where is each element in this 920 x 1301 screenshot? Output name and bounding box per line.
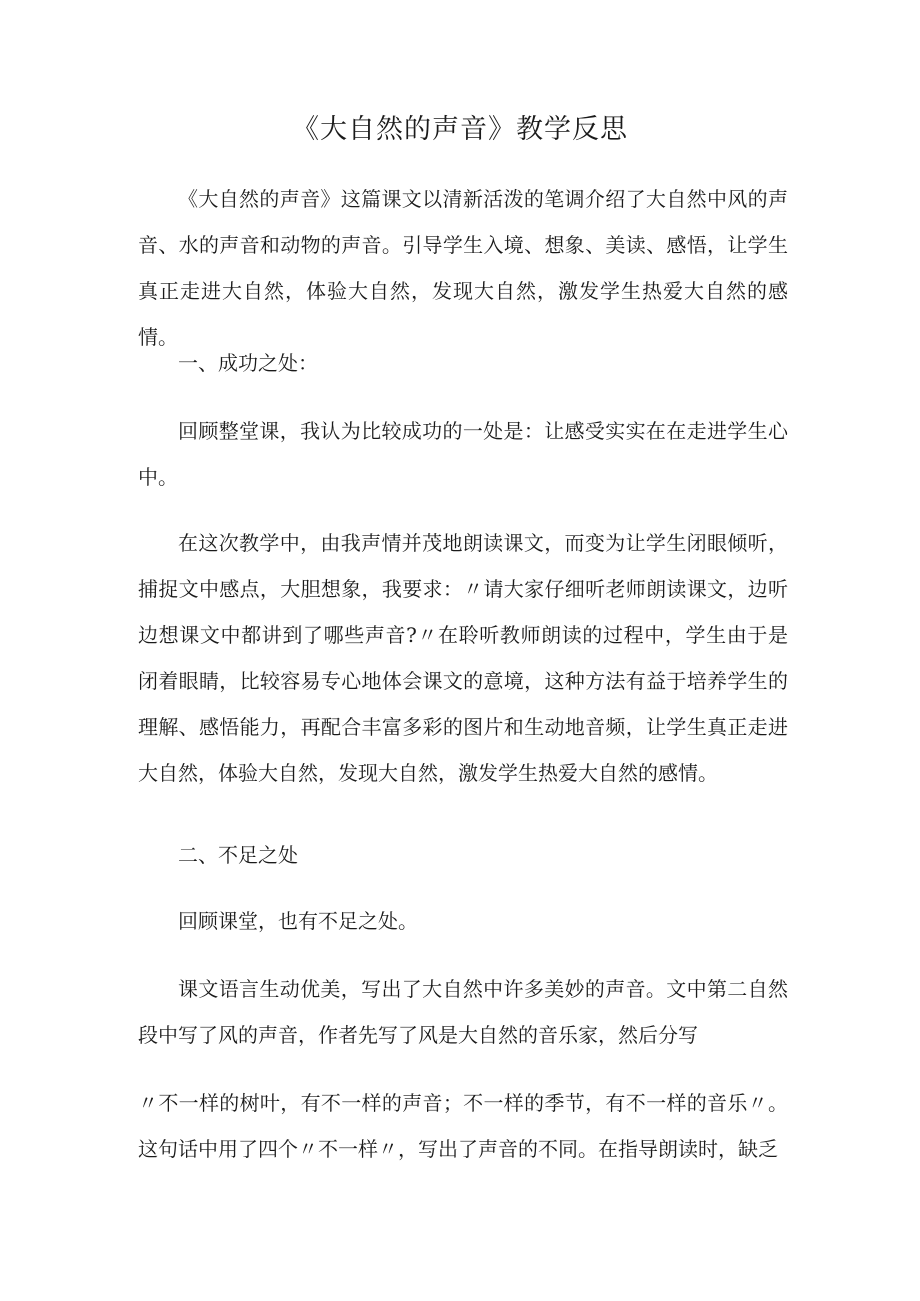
document-title: 《大自然的声音》教学反思 (292, 114, 628, 145)
shortcomings-paragraph-1: 回顾课堂，也有不足之处。 (178, 909, 418, 933)
intro-paragraph: 《大自然的声音》这篇课文以清新活泼的笔调介绍了大自然中风的声音、水的声音和动物的声音。引导学生入境、想象、美读、感悟，让学生真正走进大自然，体验大自然，发现大自然，激发学生热爱大自然的感情。 (138, 187, 788, 349)
shortcomings-paragraph-3: 〃不一样的树叶，有不一样的声音；不一样的季节，有不一样的音乐〃。这句话中用了四个〃不一样〃，写出了声音的不同。在指导朗读时，缺乏 (138, 1091, 788, 1161)
section-heading-success: 一、成功之处： (178, 351, 318, 375)
section-heading-shortcomings: 二、不足之处 (178, 843, 298, 867)
success-paragraph-2: 在这次教学中，由我声情并茂地朗读课文，而变为让学生闭眼倾听，捕捉文中感点，大胆想象，我要求：〃请大家仔细听老师朗读课文，边听边想课文中都讲到了哪些声音?〃在聆听教师朗读的过程中，学生由于是闭着眼睛，比较容易专心地体会课文的意境，这种方法有益于培养学生的理解、感悟能力，再配合丰富多彩的图片和生动地音频，让学生真正走进大自然，体验大自然，发现大自然，激发学生热爱大自然的感情。 (138, 531, 788, 785)
success-paragraph-1: 回顾整堂课，我认为比较成功的一处是：让感受实实在在走进学生心中。 (138, 419, 788, 489)
shortcomings-paragraph-2: 课文语言生动优美，写出了大自然中许多美妙的声音。文中第二自然段中写了风的声音，作者先写了风是大自然的音乐家，然后分写 (138, 977, 788, 1047)
